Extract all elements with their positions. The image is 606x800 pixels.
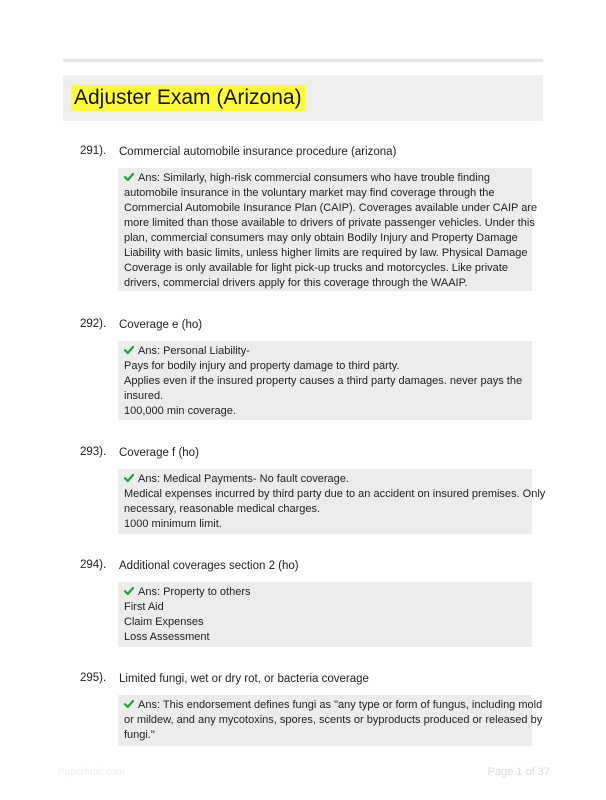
answer-line: drivers, commercial drivers apply for this coverage through the WAAIP. — [124, 277, 468, 289]
answer-box — [118, 695, 543, 746]
answer-line: Ans: Property to others — [124, 585, 526, 600]
top-divider — [63, 59, 543, 62]
answer-line: insured. — [124, 390, 164, 402]
check-icon — [124, 586, 134, 596]
question-number: 292). — [80, 318, 107, 330]
question-text: Limited fungi, wet or dry rot, or bacteria coverage — [119, 673, 369, 685]
answer-line: Applies even if the insured property causes a third party damages. never pays the — [124, 375, 523, 387]
answer-line: automobile insurance in the voluntary market may find coverage through the — [124, 187, 495, 199]
footer-watermark: Paperhttic.com — [58, 767, 125, 778]
answer-line: Loss Assessment — [124, 631, 210, 643]
answer-line: or mildew, and any mycotoxins, spores, scents or byproducts produced or released by — [124, 714, 543, 726]
question-number: 291). — [80, 145, 107, 157]
question-text: Coverage f (ho) — [119, 447, 199, 459]
answer-line: Ans: Similarly, high-risk commercial consumers who have trouble finding — [124, 171, 526, 186]
answer-line: Claim Expenses — [124, 616, 204, 628]
answer-line: more limited than those available to drivers of private passenger vehicles. Under this — [124, 217, 535, 229]
answer-line: 100,000 min coverage. — [124, 405, 236, 417]
answer-box — [118, 168, 538, 291]
answer-line: Pays for bodily injury and property damage to third party. — [124, 360, 400, 372]
answer-box — [118, 341, 532, 420]
answer-line: plan, commercial consumers may only obtain Bodily Injury and Property Damage — [124, 232, 518, 244]
answer-line: Coverage is only available for light pick-up trucks and motorcycles. Like private — [124, 262, 508, 274]
answer-line: fungi." — [124, 729, 155, 741]
check-icon — [124, 172, 134, 182]
check-icon — [124, 473, 134, 483]
check-icon — [124, 345, 134, 355]
question-text: Additional coverages section 2 (ho) — [119, 560, 299, 572]
check-icon — [124, 699, 134, 709]
answer-line: Ans: Personal Liability- — [124, 344, 526, 359]
answer-line: Ans: This endorsement defines fungi as "any type or form of fungus, including mold — [124, 698, 526, 713]
answer-line: Liability with basic limits, unless higher limits are required by law. Physical Damage — [124, 247, 528, 259]
question-number: 294). — [80, 559, 107, 571]
question-text: Commercial automobile insurance procedure (arizona) — [119, 146, 397, 158]
answer-line: 1000 minimum limit. — [124, 518, 222, 530]
answer-line: Commercial Automobile Insurance Plan (CAIP). Coverages available under CAIP are — [124, 202, 538, 214]
document-title: Adjuster Exam (Arizona) — [71, 85, 305, 111]
question-number: 295). — [80, 672, 107, 684]
title-band — [63, 75, 543, 121]
answer-line: necessary, reasonable medical charges. — [124, 503, 321, 515]
answer-line: First Aid — [124, 601, 164, 613]
answer-box — [118, 582, 532, 647]
page-number: Page 1 of 37 — [487, 766, 550, 778]
answer-line: Medical expenses incurred by third party due to an accident on insured premises. Only — [124, 488, 546, 500]
question-text: Coverage e (ho) — [119, 319, 203, 331]
answer-box — [118, 469, 546, 534]
answer-line: Ans: Medical Payments- No fault coverage. — [124, 472, 526, 487]
question-number: 293). — [80, 446, 107, 458]
